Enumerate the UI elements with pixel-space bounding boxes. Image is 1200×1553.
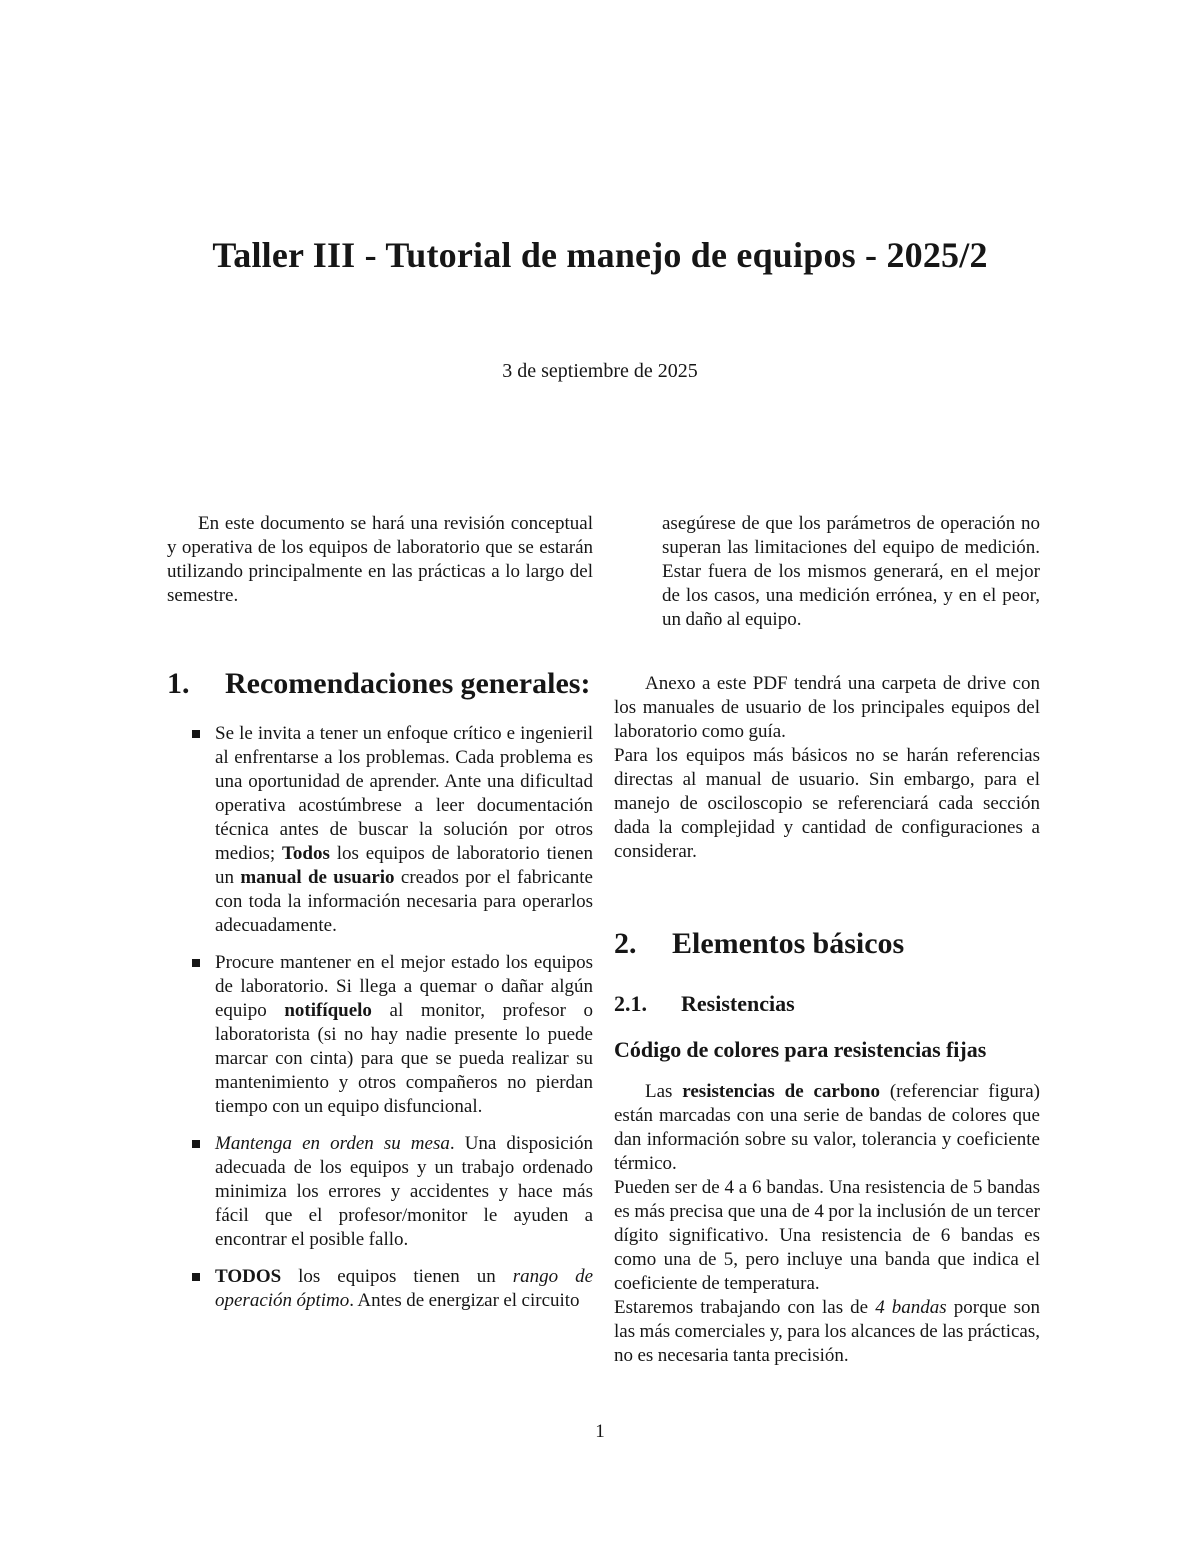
bullet-square-icon	[192, 730, 200, 738]
cuatro-bandas-paragraph	[614, 1296, 1040, 1368]
text-segment-bold: TODOS	[215, 1266, 282, 1287]
text-segment: Procure mantener en el mejor estado los equipos de laboratorio. Si llega a quemar o dañar algún equipo	[215, 952, 593, 1021]
recommendations-list	[167, 722, 593, 1313]
bullet-square-icon	[192, 1273, 200, 1281]
section-2-title: Elementos básicos	[672, 927, 905, 960]
subsection-2-1-title: Resistencias	[681, 991, 795, 1016]
left-column	[167, 512, 593, 1368]
text-segment-bold: manual de usuario	[240, 867, 395, 888]
text-segment: Estaremos trabajando con las de	[614, 1297, 876, 1318]
section-1-title: Recomendaciones generales:	[225, 667, 591, 700]
right-column	[614, 512, 1040, 1368]
bullet-square-icon	[192, 959, 200, 967]
text-segment: . Una disposición adecuada de los equipos y un trabajo ordenado minimiza los errores y accidentes y hace más fácil que el profesor/monitor le ayuden a encontrar el posible fallo.	[215, 1133, 593, 1250]
bullet-square-icon	[192, 1140, 200, 1148]
bandas-paragraph: Pueden ser de 4 a 6 bandas. Una resistencia de 5 bandas es más precisa que una de 4 por la inclusión de un tercer dígito significativo. Una resistencia de 6 bandas es como una de 5, pero incluye una banda que indica el coeficiente de temperatura.	[614, 1177, 1040, 1294]
anexo-paragraph: Anexo a este PDF tendrá una carpeta de drive con los manuales de usuario de los principales equipos del laboratorio como guía.	[614, 673, 1040, 742]
text-segment-bold: Todos	[282, 843, 330, 864]
text-segment: Se le invita a tener un enfoque crítico e ingenieril al enfrentarse a los problemas. Cada problema es una oportunidad de aprender. Ante una dificultad operativa acostúmbrese a leer documentación técnica antes de buscar la solución por otros medios;	[215, 723, 593, 864]
text-segment-bold: notifíquelo	[284, 1000, 372, 1021]
section-2-number: 2.	[614, 927, 637, 960]
text-segment: . Antes de energizar el circuito	[349, 1290, 580, 1311]
bullet-continuation-paragraph: asegúrese de que los parámetros de operación no superan las limitaciones del equipo de medición. Estar fuera de los mismos generará, en el mejor de los casos, una medición errónea, y en el peor, un daño al equipo.	[662, 513, 1040, 630]
page-number: 1	[595, 1421, 605, 1442]
subsection-2-1-heading	[614, 990, 1040, 1018]
referencias-paragraph: Para los equipos más básicos no se harán referencias directas al manual de usuario. Sin embargo, para el manejo de osciloscopio se referenciará cada sección dada la complejidad y cantidad de configuraciones a considerar.	[614, 745, 1040, 862]
text-segment-italic: Mantenga en orden su mesa	[215, 1133, 450, 1154]
list-item	[167, 951, 593, 1119]
text-segment: Las	[645, 1081, 683, 1102]
text-segment: (referenciar figura) están marcadas con una serie de bandas de colores que dan información sobre su valor, tolerancia y coeficiente térmico.	[614, 1081, 1040, 1174]
text-segment: al monitor, profesor o laboratorista (si no hay nadie presente lo puede marcar con cinta) para que se pueda realizar su mantenimiento y otros compañeros no pierdan tiempo con un equipo disfuncional.	[215, 1000, 593, 1117]
two-column-body	[167, 512, 1040, 1368]
text-segment: los equipos tienen un	[281, 1266, 513, 1287]
section-2-heading	[614, 926, 1040, 962]
list-item	[167, 722, 593, 938]
list-item	[167, 1132, 593, 1252]
text-segment-italic: rango de operación óptimo	[215, 1266, 594, 1311]
list-item	[167, 1265, 593, 1313]
text-segment-italic: 4 bandas	[875, 1297, 947, 1318]
page-title: Taller III - Tutorial de manejo de equipos - 2025/2	[212, 235, 988, 275]
paragraph-heading: Código de colores para resistencias fijas	[614, 1037, 987, 1062]
text-segment: porque son las más comerciales y, para los alcances de las prácticas, no es necesaria tanta precisión.	[614, 1297, 1041, 1366]
subsection-2-1-number: 2.1.	[614, 991, 647, 1016]
text-segment: creados por el fabricante con toda la información necesaria para operarlos adecuadamente.	[215, 867, 593, 936]
document-date: 3 de septiembre de 2025	[502, 360, 698, 382]
intro-paragraph: En este documento se hará una revisión conceptual y operativa de los equipos de laboratorio que se estarán utilizando principalmente en las prácticas a lo largo del semestre.	[167, 513, 593, 606]
section-1-number: 1.	[167, 667, 190, 700]
resistencias-paragraph	[614, 1080, 1040, 1176]
text-segment: los equipos de laboratorio tienen un	[215, 843, 593, 888]
section-1-heading	[167, 666, 593, 702]
text-segment-bold: resistencias de carbono	[682, 1081, 880, 1102]
